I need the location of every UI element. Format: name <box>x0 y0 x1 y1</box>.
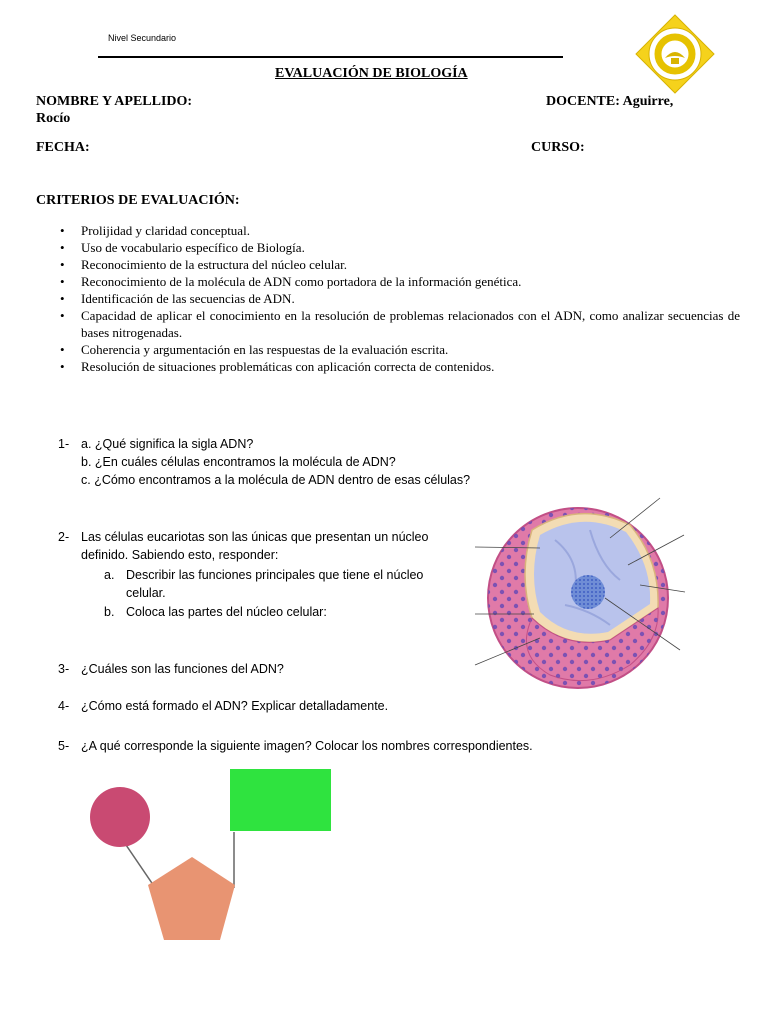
question-1c: c. ¿Cómo encontramos a la molécula de ADN dentro de esas células? <box>81 473 471 487</box>
question-2-line1: Las células eucariotas son las únicas que presentan un núcleo <box>81 530 429 544</box>
school-logo <box>635 14 715 94</box>
nucleotide-diagram <box>80 760 350 950</box>
list-item: • Uso de vocabulario específico de Biología. <box>81 239 740 256</box>
school-level: Nivel Secundario <box>108 33 177 43</box>
question-2-line2: definido. Sabiendo esto, responder: <box>81 548 279 562</box>
cell-nucleus-illustration <box>470 490 690 690</box>
base-rectangle <box>230 769 331 831</box>
criteria-list <box>60 222 740 375</box>
teacher-label: DOCENTE: Aguirre, <box>546 94 674 109</box>
question-4-number: 4- <box>58 699 70 713</box>
criteria-title: CRITERIOS DE EVALUACIÓN: <box>36 193 240 208</box>
list-item: • Capacidad de aplicar el conocimiento en la resolución de problemas relacionados con el ADN, como analizar secuencias de bases nitrogenadas. <box>81 307 740 341</box>
list-item: • Identificación de las secuencias de ADN. <box>81 290 740 307</box>
header-divider <box>98 56 563 58</box>
question-2-number: 2- <box>58 530 70 544</box>
question-2a-marker: a. <box>104 568 115 582</box>
question-1-number: 1- <box>58 437 70 451</box>
question-4: ¿Cómo está formado el ADN? Explicar detalladamente. <box>81 699 389 713</box>
question-1b: b. ¿En cuáles células encontramos la molécula de ADN? <box>81 455 396 469</box>
question-5: ¿A qué corresponde la siguiente imagen? Colocar los nombres correspondientes. <box>81 739 533 753</box>
phosphate-circle <box>90 787 150 847</box>
list-item: • Reconocimiento de la molécula de ADN como portadora de la información genética. <box>81 273 740 290</box>
list-item: • Reconocimiento de la estructura del núcleo celular. <box>81 256 740 273</box>
question-5-number: 5- <box>58 739 70 753</box>
list-item: • Resolución de situaciones problemáticas con aplicación correcta de contenidos. <box>81 358 740 375</box>
question-3: ¿Cuáles son las funciones del ADN? <box>81 662 284 676</box>
course-label: CURSO: <box>531 140 585 155</box>
sugar-pentagon <box>148 857 235 940</box>
question-2b-marker: b. <box>104 605 115 619</box>
question-2a-line1: Describir las funciones principales que tiene el núcleo <box>126 568 424 582</box>
list-item: • Coherencia y argumentación en las respuestas de la evaluación escrita. <box>81 341 740 358</box>
date-label: FECHA: <box>36 140 90 155</box>
question-3-number: 3- <box>58 662 70 676</box>
name-label: NOMBRE Y APELLIDO: <box>36 94 193 109</box>
list-item: • Prolijidad y claridad conceptual. <box>81 222 740 239</box>
question-2b: Coloca las partes del núcleo celular: <box>126 605 327 619</box>
question-1a: a. ¿Qué significa la sigla ADN? <box>81 437 254 451</box>
teacher-name: Rocío <box>36 111 71 126</box>
question-2a-line2: celular. <box>126 586 166 600</box>
page-title: EVALUACIÓN DE BIOLOGÍA <box>275 66 468 81</box>
